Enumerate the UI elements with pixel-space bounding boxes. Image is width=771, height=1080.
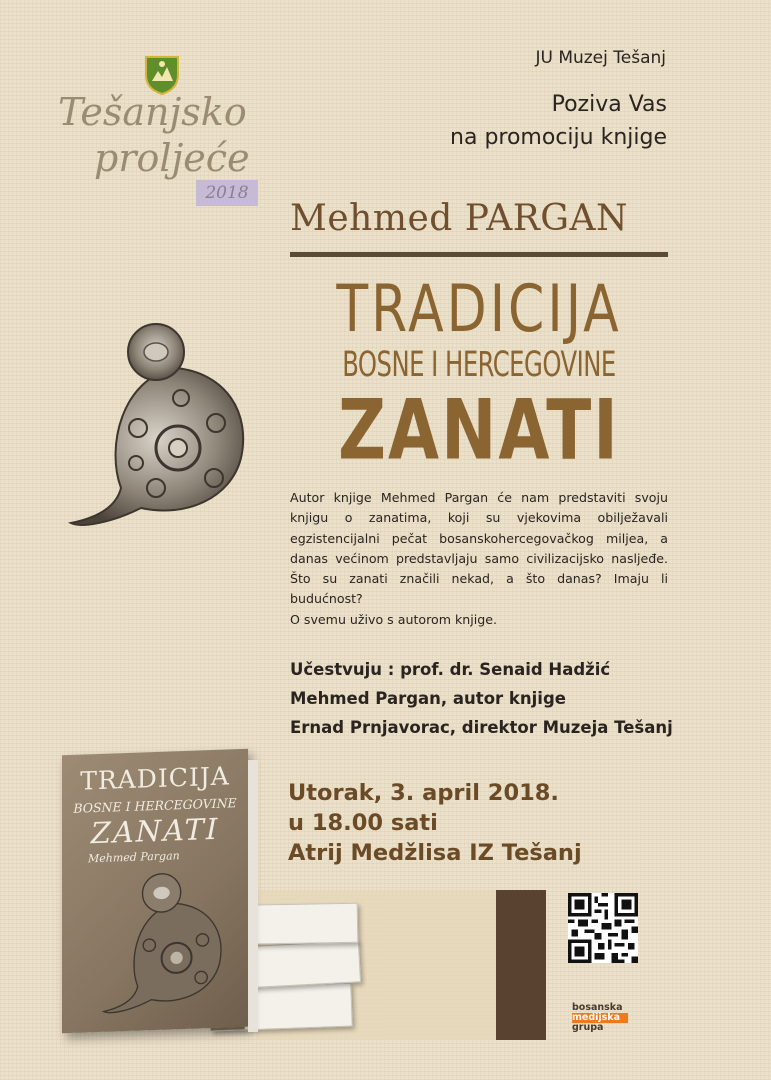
sponsor-line1: bosanska	[572, 1002, 623, 1013]
logo-line1: Tešanjsko	[58, 90, 247, 134]
book-description	[290, 488, 668, 630]
book-page-edge	[248, 760, 258, 1032]
invitation-text	[450, 88, 667, 154]
logo-year: 2018	[196, 180, 258, 206]
title-divider	[290, 252, 668, 257]
cover-title-line2: BOSNE I HERCEGOVINE	[73, 795, 237, 816]
cover-ornament-icon	[100, 867, 230, 1022]
decor-band-dark	[496, 890, 546, 1040]
author-name: Mehmed PARGAN	[290, 198, 629, 239]
title-line1: TRADICIJA	[336, 272, 622, 347]
logo-line2: proljeće	[94, 136, 250, 180]
title-line2: BOSNE I HERCEGOVINE	[342, 345, 616, 386]
qr-code-icon	[568, 893, 638, 963]
participant-line3: Ernad Prnjavorac, direktor Muzeja Tešanj	[290, 718, 673, 737]
invitation-line1: Poziva Vas	[551, 92, 667, 117]
sponsor-logo	[572, 1003, 642, 1033]
title-line3: ZANATI	[338, 382, 620, 479]
event-date: Utorak, 3. april 2018.	[288, 780, 559, 806]
festival-logo	[48, 55, 258, 215]
sponsor-line3: grupa	[572, 1022, 604, 1033]
cover-title-line1: TRADICIJA	[80, 761, 230, 796]
filigree-paisley-ornament-icon	[66, 318, 256, 538]
participant-line1: Učestvuju : prof. dr. Senaid Hadžić	[290, 660, 611, 679]
cover-title-line3: ZANATI	[90, 811, 220, 851]
shield-emblem-icon	[144, 55, 180, 95]
invitation-line2: na promociju knjige	[450, 125, 667, 150]
event-venue: Atrij Medžlisa IZ Tešanj	[288, 840, 582, 866]
participant-line2: Mehmed Pargan, autor knjige	[290, 689, 566, 708]
event-time: u 18.00 sati	[288, 810, 438, 836]
sponsor-line2: medijska	[572, 1013, 628, 1023]
description-paragraph: Autor knjige Mehmed Pargan će nam predstaviti svoju knjigu o zanatima, koji su vjekovima obilježavali egzistencijalni pečat bosanskohercegovačkog miljea, a danas većinom predstavljaju samo civilizacijsko nasljeđe. Što su zanati značili nekad, a što danas? Imaju li budućnost?	[290, 490, 668, 607]
description-closing: O svemu uživo s autorom knjige.	[290, 611, 497, 627]
institution-name: JU Muzej Tešanj	[535, 48, 666, 68]
book-cover-image	[62, 749, 248, 1033]
cover-author: Mehmed Pargan	[88, 849, 180, 866]
participants	[290, 655, 673, 742]
event-details	[288, 778, 582, 868]
